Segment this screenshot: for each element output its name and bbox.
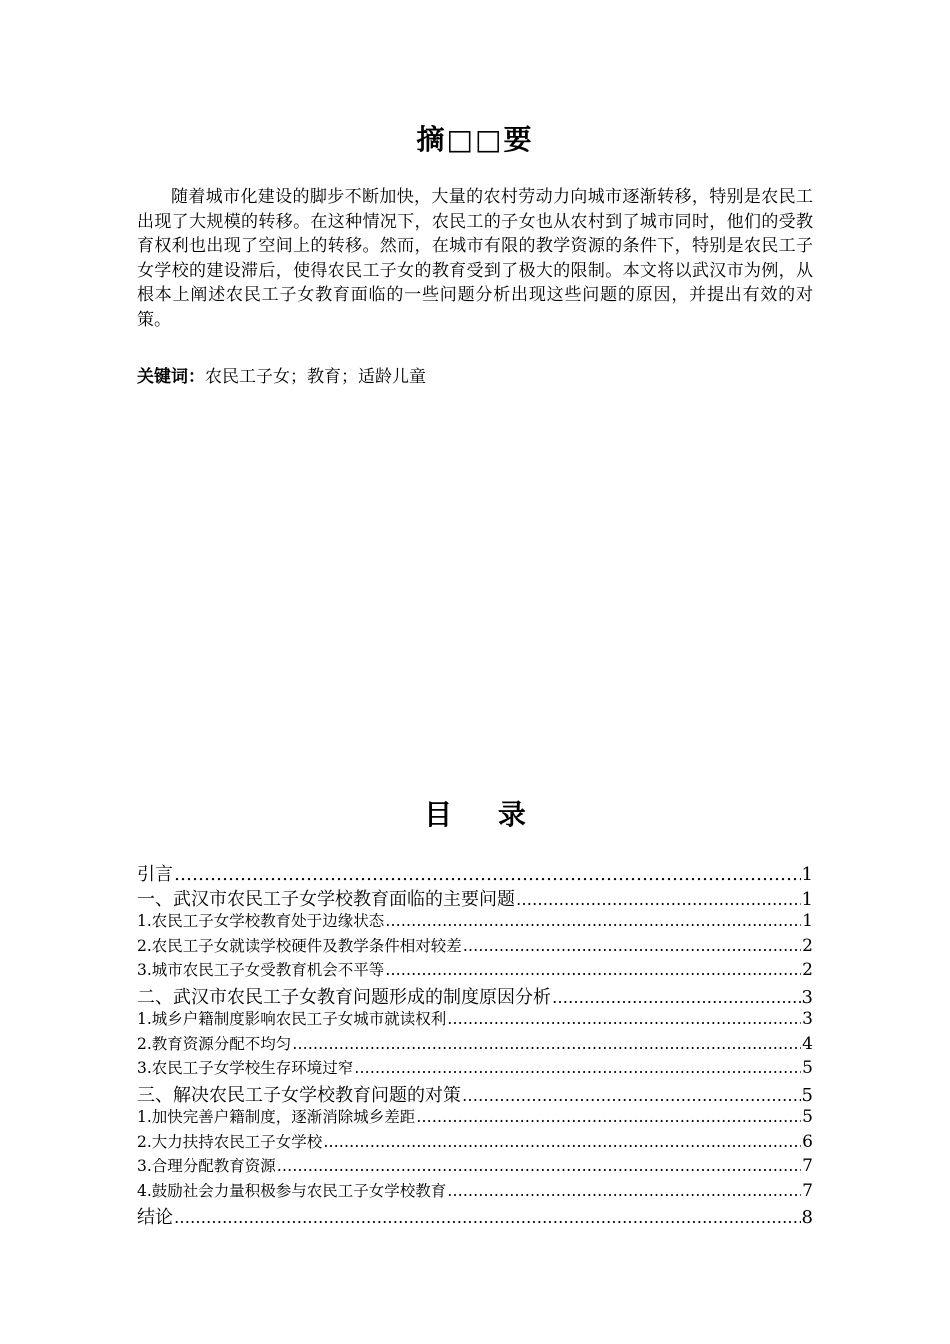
toc-entry[interactable]	[137, 1179, 813, 1204]
toc-dot-leader	[447, 1010, 801, 1028]
toc-page-number: 5	[802, 1107, 813, 1127]
toc-entry-text: 2.教育资源分配不均匀	[137, 1034, 292, 1053]
toc-dot-leader	[385, 961, 801, 979]
keywords-label: 关键词：	[137, 367, 205, 387]
toc-entry[interactable]	[137, 934, 813, 959]
toc-entry[interactable]	[137, 1081, 813, 1106]
toc-dot-leader	[385, 912, 801, 930]
toc-entry[interactable]	[137, 860, 813, 885]
toc-page-number: 1	[801, 864, 813, 885]
toc-page-number: 8	[801, 1207, 813, 1228]
toc-page-number: 3	[801, 986, 813, 1007]
abstract-title: 摘□□要	[416, 123, 534, 156]
toc-title: 目 录	[424, 798, 526, 831]
toc-entry-text: 1.农民工子女学校教育处于边缘状态	[137, 912, 385, 930]
toc-entry[interactable]	[137, 1056, 813, 1081]
toc-dot-leader	[516, 890, 801, 909]
keywords-value: 农民工子女；教育；适龄儿童	[205, 367, 426, 387]
toc-dot-leader	[416, 1108, 801, 1126]
toc-entry-text: 引言	[137, 864, 173, 885]
toc-entry-text: 三、解决农民工子女学校教育问题的对策	[137, 1084, 461, 1105]
toc-page-number: 2	[802, 935, 813, 956]
toc-entry-text: 结论	[137, 1207, 173, 1228]
toc-page-number: 6	[802, 1131, 813, 1152]
toc-entry-text: 4.鼓励社会力量积极参与农民工子女学校教育	[137, 1181, 447, 1200]
keywords-line	[137, 366, 813, 388]
toc-entry[interactable]	[137, 983, 813, 1008]
toc-entry[interactable]	[137, 909, 813, 934]
toc-entry[interactable]	[137, 885, 813, 910]
toc-page-number: 5	[802, 1058, 813, 1078]
toc-entry-text: 1.加快完善户籍制度，逐渐消除城乡差距	[137, 1108, 416, 1126]
toc-page-number: 7	[802, 1156, 813, 1176]
toc-page-number: 1	[801, 888, 813, 909]
toc-entry-text: 二、武汉市农民工子女教育问题形成的制度原因分析	[137, 986, 551, 1007]
toc-page-number: 3	[802, 1009, 813, 1029]
toc-dot-leader	[462, 1086, 801, 1105]
toc-entry[interactable]	[137, 1105, 813, 1130]
toc-dot-leader	[277, 1157, 801, 1175]
toc-dot-leader	[463, 937, 801, 955]
toc-page-number: 4	[802, 1033, 813, 1054]
toc-entry-text: 3.城市农民工子女受教育机会不平等	[137, 961, 385, 979]
toc-entry[interactable]	[137, 1203, 813, 1228]
toc-entry[interactable]	[137, 958, 813, 983]
toc-entry-text: 2.农民工子女就读学校硬件及教学条件相对较差	[137, 936, 462, 955]
toc-page-number: 7	[802, 1180, 813, 1201]
toc-dot-leader	[292, 1035, 801, 1053]
toc-dot-leader	[174, 1208, 801, 1227]
toc-dot-leader	[552, 988, 801, 1007]
toc-entry-text: 3.合理分配教育资源	[137, 1157, 276, 1175]
toc-page-number: 1	[802, 911, 813, 931]
table-of-contents	[137, 860, 813, 1228]
toc-entry[interactable]	[137, 1154, 813, 1179]
toc-entry[interactable]	[137, 1032, 813, 1057]
toc-entry-text: 2.大力扶持农民工子女学校	[137, 1132, 323, 1151]
toc-entry-text: 1.城乡户籍制度影响农民工子女城市就读权利	[137, 1010, 447, 1028]
toc-entry[interactable]	[137, 1007, 813, 1032]
toc-dot-leader	[354, 1059, 801, 1077]
toc-page-number: 5	[801, 1084, 813, 1105]
toc-entry-text: 一、武汉市农民工子女学校教育面临的主要问题	[137, 888, 515, 909]
toc-entry-text: 3.农民工子女学校生存环境过窄	[137, 1059, 354, 1077]
toc-page-number: 2	[802, 960, 813, 980]
abstract-body: 随着城市化建设的脚步不断加快，大量的农村劳动力向城市逐渐转移，特别是农民工出现了大规模的转移。在这种情况下，农民工的子女也从农村到了城市同时，他们的受教育权利也出现了空间上的转移。然而，在城市有限的教学资源的条件下，特别是农民工子女学校的建设滞后，使得农民工子女的教育受到了极大的限制。本文将以武汉市为例，从根本上阐述农民工子女教育面临的一些问题分析出现这些问题的原因，并提出有效的对策。	[137, 187, 813, 330]
toc-entry[interactable]	[137, 1130, 813, 1155]
toc-dot-leader	[447, 1182, 801, 1200]
toc-dot-leader	[174, 864, 801, 885]
toc-dot-leader	[323, 1133, 801, 1151]
